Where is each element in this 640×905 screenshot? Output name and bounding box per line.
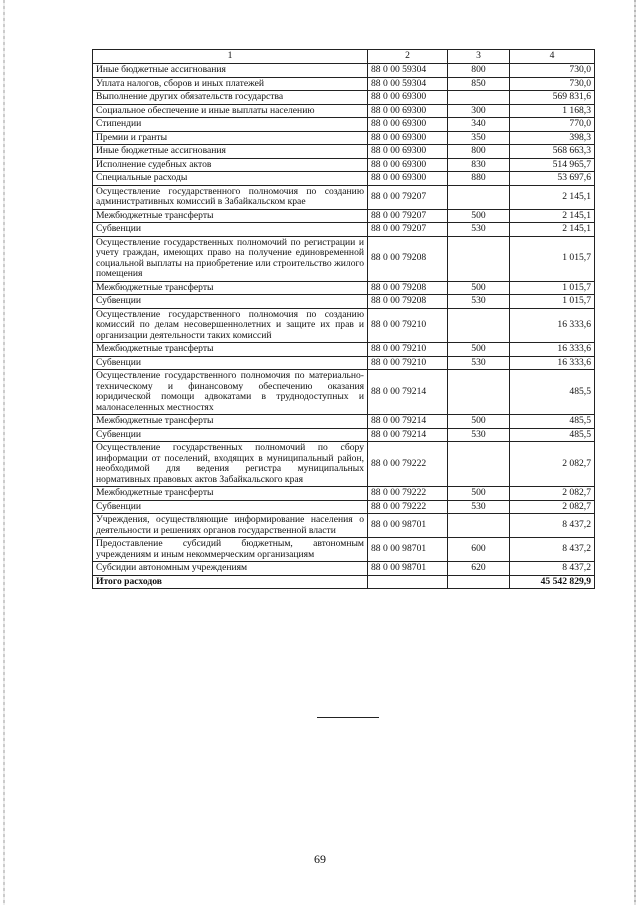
row-code: 88 0 00 79207 — [368, 185, 448, 209]
row-name: Межбюджетные трансферты — [93, 343, 368, 357]
row-sum: 8 437,2 — [510, 514, 595, 538]
row-sum: 485,5 — [510, 415, 595, 429]
row-name: Субвенции — [93, 223, 368, 237]
row-sum: 1 015,7 — [510, 295, 595, 309]
row-name: Исполнение судебных актов — [93, 158, 368, 172]
row-sum: 485,5 — [510, 428, 595, 442]
row-kvr — [448, 308, 510, 343]
table-header-row — [93, 50, 595, 64]
table-row — [93, 209, 595, 223]
table-row — [93, 281, 595, 295]
row-code: 88 0 00 79214 — [368, 428, 448, 442]
row-code: 88 0 00 79207 — [368, 223, 448, 237]
header-col-3: 3 — [448, 50, 510, 64]
row-sum: 16 333,6 — [510, 356, 595, 370]
row-code: 88 0 00 69300 — [368, 91, 448, 105]
table-row — [93, 562, 595, 576]
row-sum: 514 965,7 — [510, 158, 595, 172]
row-code: 88 0 00 69300 — [368, 118, 448, 132]
row-code: 88 0 00 69300 — [368, 104, 448, 118]
row-kvr: 800 — [448, 64, 510, 78]
row-name: Специальные расходы — [93, 172, 368, 186]
table-row — [93, 308, 595, 343]
row-name: Осуществление государственного полномочия по созданию административных комиссий в Забайкальском крае — [93, 185, 368, 209]
row-kvr: 830 — [448, 158, 510, 172]
row-name: Межбюджетные трансферты — [93, 209, 368, 223]
table-row — [93, 172, 595, 186]
table-row — [93, 91, 595, 105]
row-code: 88 0 00 79210 — [368, 343, 448, 357]
row-kvr: 500 — [448, 343, 510, 357]
row-name: Учреждения, осуществляющие информирование населения о деятельности и решениях органов государственной власти — [93, 514, 368, 538]
row-code: 88 0 00 69300 — [368, 158, 448, 172]
header-col-2: 2 — [368, 50, 448, 64]
row-sum: 8 437,2 — [510, 562, 595, 576]
row-kvr — [448, 442, 510, 487]
row-code: 88 0 00 79222 — [368, 500, 448, 514]
row-code: 88 0 00 79207 — [368, 209, 448, 223]
row-sum: 2 145,1 — [510, 223, 595, 237]
header-col-1: 1 — [93, 50, 368, 64]
row-name: Субсидии автономным учреждениям — [93, 562, 368, 576]
row-sum: 569 831,6 — [510, 91, 595, 105]
row-kvr — [448, 514, 510, 538]
table-row — [93, 118, 595, 132]
row-name: Субвенции — [93, 356, 368, 370]
row-kvr: 350 — [448, 131, 510, 145]
total-sum: 45 542 829,9 — [510, 575, 595, 589]
total-kvr — [448, 575, 510, 589]
row-name: Субвенции — [93, 295, 368, 309]
row-code: 88 0 00 69300 — [368, 172, 448, 186]
row-code: 88 0 00 79222 — [368, 487, 448, 501]
row-name: Премии и гранты — [93, 131, 368, 145]
budget-table — [92, 49, 595, 589]
row-kvr: 300 — [448, 104, 510, 118]
table-row — [93, 295, 595, 309]
scan-edge-right — [634, 0, 636, 905]
table-row — [93, 514, 595, 538]
row-code: 88 0 00 79214 — [368, 370, 448, 415]
table-row — [93, 500, 595, 514]
row-sum: 16 333,6 — [510, 308, 595, 343]
table-row — [93, 236, 595, 281]
total-row — [93, 575, 595, 589]
row-name: Межбюджетные трансферты — [93, 415, 368, 429]
row-kvr: 530 — [448, 295, 510, 309]
table-row — [93, 104, 595, 118]
row-code: 88 0 00 79208 — [368, 281, 448, 295]
row-name: Иные бюджетные ассигнования — [93, 64, 368, 78]
row-name: Уплата налогов, сборов и иных платежей — [93, 77, 368, 91]
row-kvr: 530 — [448, 428, 510, 442]
row-name: Предоставление субсидий бюджетным, автономным учреждениям и иным некоммерческим организациям — [93, 538, 368, 562]
row-name: Межбюджетные трансферты — [93, 281, 368, 295]
total-label: Итого расходов — [93, 575, 368, 589]
row-code: 88 0 00 79210 — [368, 356, 448, 370]
row-sum: 2 082,7 — [510, 500, 595, 514]
row-sum: 730,0 — [510, 77, 595, 91]
row-code: 88 0 00 59304 — [368, 77, 448, 91]
row-kvr: 500 — [448, 487, 510, 501]
total-code — [368, 575, 448, 589]
table-row — [93, 77, 595, 91]
row-sum: 398,3 — [510, 131, 595, 145]
table-row — [93, 145, 595, 159]
row-kvr — [448, 370, 510, 415]
row-name: Субвенции — [93, 428, 368, 442]
table-row — [93, 415, 595, 429]
row-sum: 485,5 — [510, 370, 595, 415]
table-row — [93, 158, 595, 172]
table-body — [93, 64, 595, 589]
row-name: Выполнение других обязательств государства — [93, 91, 368, 105]
row-kvr: 880 — [448, 172, 510, 186]
row-code: 88 0 00 98701 — [368, 514, 448, 538]
table-row — [93, 428, 595, 442]
row-kvr: 600 — [448, 538, 510, 562]
table-row — [93, 538, 595, 562]
row-name: Социальное обеспечение и иные выплаты населению — [93, 104, 368, 118]
table-row — [93, 343, 595, 357]
row-name: Субвенции — [93, 500, 368, 514]
table-row — [93, 64, 595, 78]
row-sum: 2 145,1 — [510, 209, 595, 223]
row-sum: 770,0 — [510, 118, 595, 132]
row-sum: 2 082,7 — [510, 487, 595, 501]
header-col-4: 4 — [510, 50, 595, 64]
row-name: Осуществление государственного полномочия по созданию комиссий по делам несовершеннолетних и защите их прав и организации деятельности таких комиссий — [93, 308, 368, 343]
table-row — [93, 131, 595, 145]
table-row — [93, 185, 595, 209]
page-number: 69 — [314, 852, 326, 866]
row-kvr: 620 — [448, 562, 510, 576]
row-sum: 1 015,7 — [510, 281, 595, 295]
table-row — [93, 370, 595, 415]
row-sum: 16 333,6 — [510, 343, 595, 357]
scan-edge-left — [3, 0, 5, 905]
row-kvr: 500 — [448, 415, 510, 429]
row-kvr — [448, 91, 510, 105]
row-sum: 53 697,6 — [510, 172, 595, 186]
row-name: Межбюджетные трансферты — [93, 487, 368, 501]
row-kvr — [448, 185, 510, 209]
row-kvr: 340 — [448, 118, 510, 132]
table-row — [93, 223, 595, 237]
row-code: 88 0 00 79210 — [368, 308, 448, 343]
row-sum: 2 145,1 — [510, 185, 595, 209]
row-code: 88 0 00 59304 — [368, 64, 448, 78]
row-name: Осуществление государственных полномочий по сбору информации от поселений, входящих в муниципальный район, необходимой для ведения регистра муниципальных нормативных правовых актов Забайкальского края — [93, 442, 368, 487]
row-kvr: 500 — [448, 281, 510, 295]
row-code: 88 0 00 98701 — [368, 538, 448, 562]
row-kvr: 530 — [448, 356, 510, 370]
row-kvr: 850 — [448, 77, 510, 91]
row-sum: 1 168,3 — [510, 104, 595, 118]
row-sum: 8 437,2 — [510, 538, 595, 562]
row-sum: 2 082,7 — [510, 442, 595, 487]
row-code: 88 0 00 79208 — [368, 236, 448, 281]
row-sum: 568 663,3 — [510, 145, 595, 159]
row-name: Иные бюджетные ассигнования — [93, 145, 368, 159]
row-sum: 1 015,7 — [510, 236, 595, 281]
table-row — [93, 442, 595, 487]
end-rule — [317, 717, 379, 718]
row-kvr: 530 — [448, 500, 510, 514]
row-kvr: 800 — [448, 145, 510, 159]
row-kvr: 530 — [448, 223, 510, 237]
row-code: 88 0 00 69300 — [368, 131, 448, 145]
row-kvr — [448, 236, 510, 281]
table-row — [93, 356, 595, 370]
row-code: 88 0 00 79208 — [368, 295, 448, 309]
row-code: 88 0 00 69300 — [368, 145, 448, 159]
table-row — [93, 487, 595, 501]
row-sum: 730,0 — [510, 64, 595, 78]
row-name: Осуществление государственных полномочий по регистрации и учету граждан, имеющих право на получение единовременной социальной выплаты на приобретение или строительство жилого помещения — [93, 236, 368, 281]
row-code: 88 0 00 79222 — [368, 442, 448, 487]
row-kvr: 500 — [448, 209, 510, 223]
row-name: Осуществление государственного полномочия по материально-техническому и финансовому обеспечению оказания юридической помощи адвокатами в труднодоступных и малонаселенных местностях — [93, 370, 368, 415]
row-name: Стипендии — [93, 118, 368, 132]
row-code: 88 0 00 79214 — [368, 415, 448, 429]
row-code: 88 0 00 98701 — [368, 562, 448, 576]
